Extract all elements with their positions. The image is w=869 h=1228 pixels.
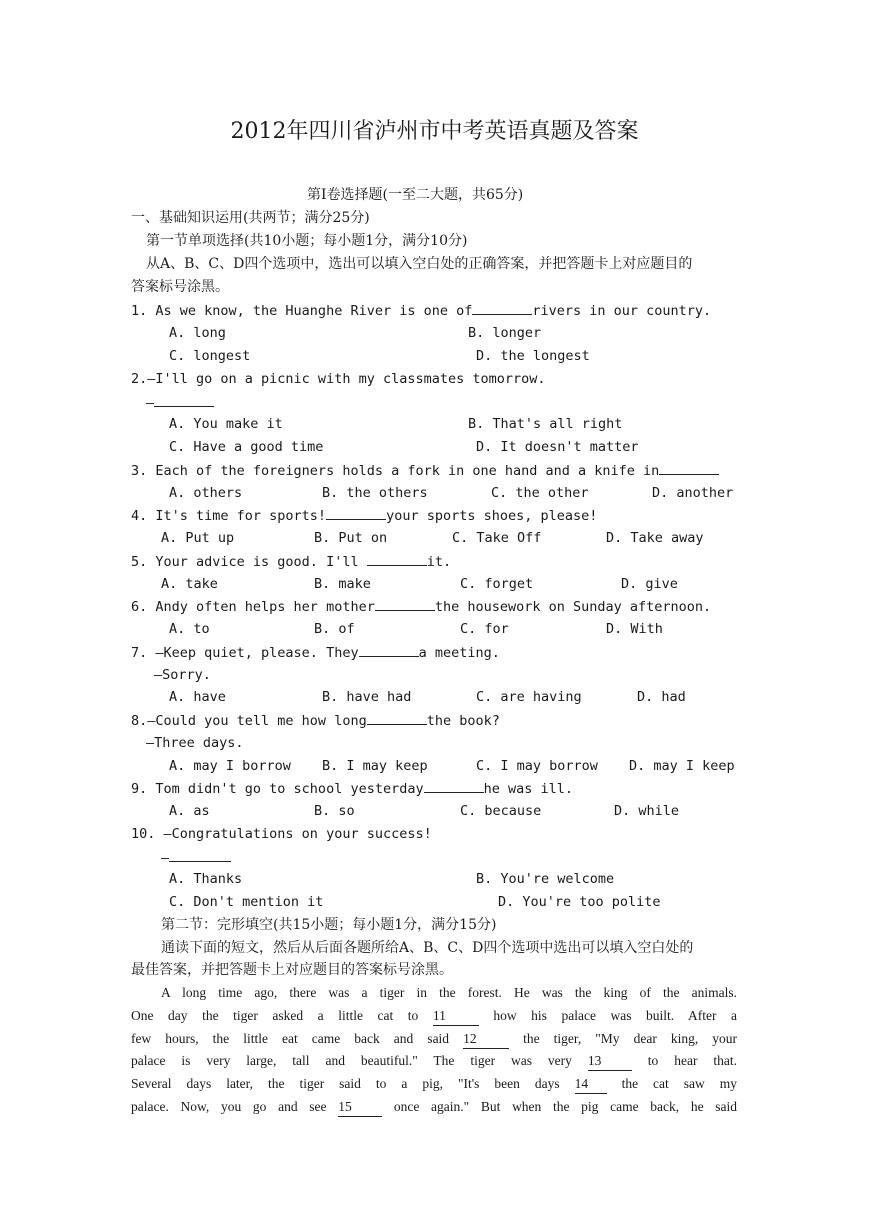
option-b: B. longer	[468, 325, 542, 341]
page-title: 2012年四川省泸州市中考英语真题及答案	[230, 119, 639, 144]
option-b: B. Put on	[314, 530, 388, 546]
part-heading: 第Ⅰ卷选择题(一至二大题，共65分)	[307, 187, 524, 203]
option-d: D. With	[606, 621, 663, 637]
option-d: D. the longest	[476, 348, 590, 364]
blank-number: 14	[575, 1075, 607, 1094]
passage-line: Several days later, the tiger said to a pig, "It's been days 14 the cat saw my	[131, 1075, 737, 1094]
instruction-line: 最佳答案，并把答题卡上对应题目的答案标号涂黑。	[131, 962, 453, 978]
question-reply: —	[146, 393, 214, 412]
answer-blank	[169, 848, 231, 862]
option-d: D. had	[637, 689, 686, 705]
instruction-line: 通读下面的短文，然后从后面各题所给A、B、C、D四个选项中选出可以填入空白处的	[161, 940, 694, 956]
option-b: B. That's all right	[468, 416, 623, 432]
question-reply: —	[161, 848, 231, 867]
passage-line: few hours, the little eat came back and said 12 the tiger, "My dear king, your	[131, 1030, 737, 1049]
option-a: A. Put up	[161, 530, 235, 546]
question-stem: 3. Each of the foreigners holds a fork in one hand and a knife in	[131, 461, 719, 480]
instruction-line: 从A、B、C、D四个选项中，选出可以填入空白处的正确答案，并把答题卡上对应题目的	[146, 256, 693, 272]
answer-blank	[359, 643, 419, 657]
option-d: D. give	[621, 576, 678, 592]
blank-number: 12	[463, 1030, 509, 1049]
question-stem: 4. It's time for sports! your sports shoes, please!	[131, 508, 598, 524]
option-c: C. for	[460, 621, 509, 637]
instruction-line: 答案标号涂黑。	[131, 279, 229, 295]
question-reply: —Three days.	[146, 735, 244, 751]
option-b: B. You're welcome	[476, 871, 615, 887]
option-c: C. I may borrow	[476, 758, 598, 774]
option-d: D. another	[652, 485, 734, 501]
blank-number: 11	[433, 1007, 479, 1026]
answer-blank	[154, 393, 214, 407]
option-d: D. You're too polite	[498, 894, 661, 910]
option-b: B. make	[314, 576, 371, 592]
question-stem: 6. Andy often helps her mother the housework on Sunday afternoon.	[131, 599, 712, 615]
section-heading: 一、基础知识运用(共两节；满分25分)	[131, 210, 370, 226]
question-stem: 1. As we know, the Huanghe River is one of rivers in our country.	[131, 303, 712, 319]
passage-line: palace is very large, tall and beautiful." The tiger was very 13 to hear that.	[131, 1052, 737, 1071]
question-stem: 2.—I'll go on a picnic with my classmates tomorrow.	[131, 371, 546, 387]
option-b: B. I may keep	[322, 758, 428, 774]
option-c: C. are having	[476, 689, 582, 705]
blank-number: 15	[338, 1098, 382, 1117]
answer-blank	[367, 552, 427, 566]
option-a: A. Thanks	[169, 871, 243, 887]
option-a: A. others	[169, 485, 243, 501]
question-stem: 8.—Could you tell me how long the book?	[131, 713, 500, 729]
option-a: A. may I borrow	[169, 758, 291, 774]
option-c: C. the other	[491, 485, 589, 501]
option-a: A. You make it	[169, 416, 283, 432]
answer-blank	[424, 779, 484, 793]
subsection-heading: 第一节单项选择(共10小题；每小题1分，满分10分)	[146, 233, 468, 249]
question-stem: 7. —Keep quiet, please. They a meeting.	[131, 645, 500, 661]
subsection-heading: 第二节：完形填空(共15小题；每小题1分，满分15分)	[161, 917, 497, 933]
passage-line: A long time ago, there was a tiger in the forest. He was the king of the animals.	[161, 985, 737, 1000]
answer-blank	[659, 461, 719, 475]
option-a: A. to	[169, 621, 210, 637]
question-stem: 5. Your advice is good. I'll it.	[131, 554, 452, 570]
passage-line: One day the tiger asked a little cat to 11 how his palace was built. After a	[131, 1007, 737, 1026]
answer-blank	[375, 597, 435, 611]
option-d: D. It doesn't matter	[476, 439, 639, 455]
answer-blank	[326, 506, 386, 520]
option-a: A. long	[169, 325, 226, 341]
question-stem: 9. Tom didn't go to school yesterday he was ill.	[131, 781, 574, 797]
option-a: A. as	[169, 803, 210, 819]
answer-blank	[472, 301, 532, 315]
answer-blank	[367, 711, 427, 725]
option-d: D. Take away	[606, 530, 704, 546]
option-d: D. may I keep	[629, 758, 735, 774]
question-reply: —Sorry.	[154, 667, 211, 683]
option-c: C. longest	[169, 348, 251, 364]
option-c: C. because	[460, 803, 542, 819]
option-b: B. have had	[322, 689, 412, 705]
question-stem: 10. —Congratulations on your success!	[131, 826, 432, 842]
passage-line: palace. Now, you go and see 15 once again." But when the pig came back, he said	[131, 1098, 737, 1117]
option-b: B. so	[314, 803, 355, 819]
option-a: A. take	[161, 576, 218, 592]
option-b: B. of	[314, 621, 355, 637]
option-c: C. forget	[460, 576, 534, 592]
option-c: C. Don't mention it	[169, 894, 324, 910]
option-c: C. Have a good time	[169, 439, 324, 455]
blank-number: 13	[588, 1052, 632, 1071]
option-d: D. while	[614, 803, 680, 819]
option-b: B. the others	[322, 485, 428, 501]
option-c: C. Take Off	[452, 530, 542, 546]
option-a: A. have	[169, 689, 226, 705]
